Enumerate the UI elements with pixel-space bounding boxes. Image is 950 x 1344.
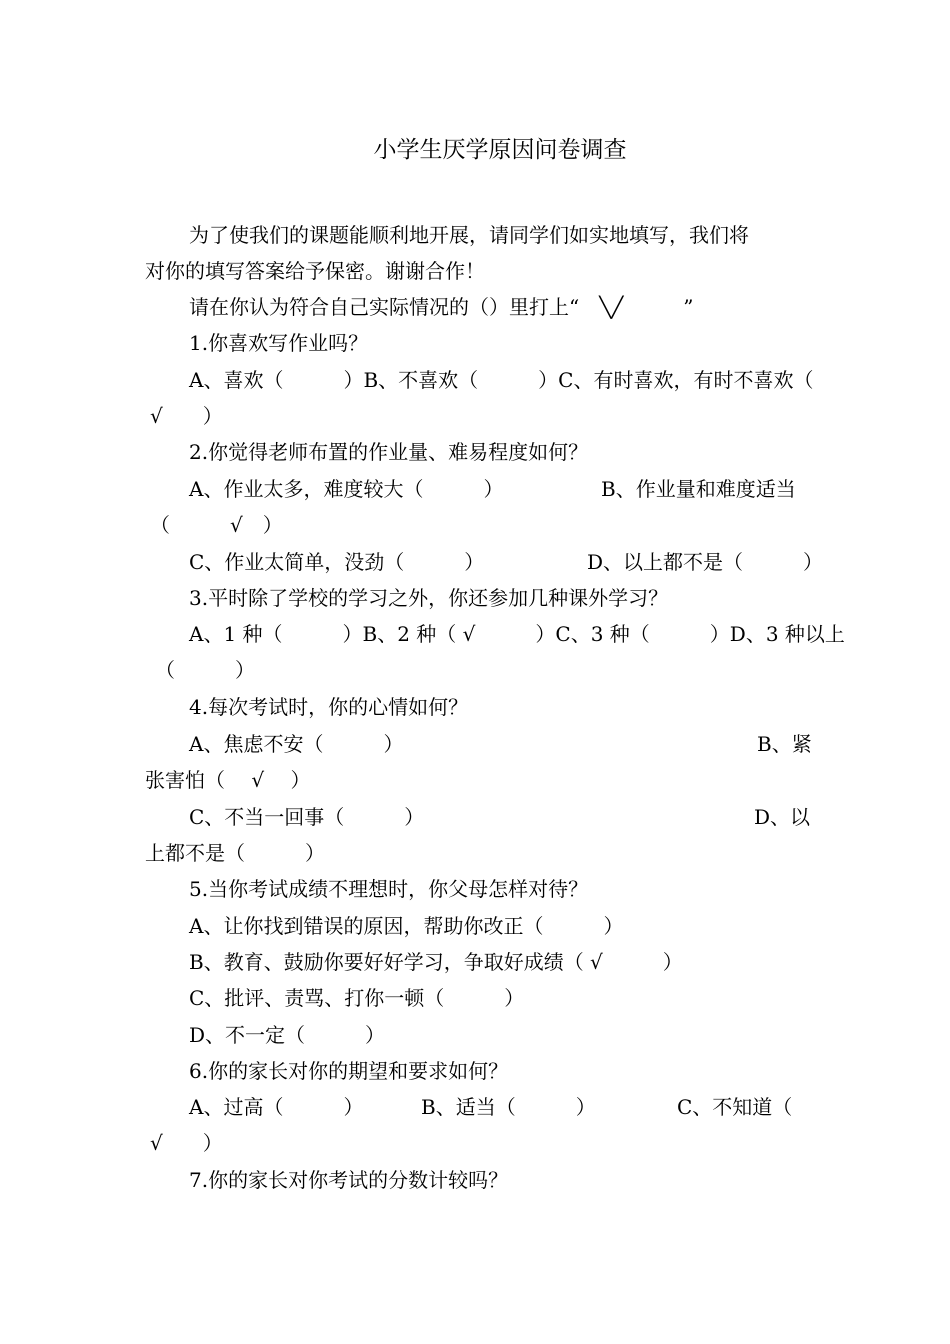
question-1: 1.你喜欢写作业吗？ (189, 331, 369, 355)
question-4: 4.每次考试时，你的心情如何？ (189, 695, 469, 719)
question-4-option-b-head: B、紧 (757, 732, 812, 756)
question-5-option-b: B、教育、鼓励你要好好学习，争取好成绩（ √ ） (189, 950, 683, 974)
page-title: 小学生厌学原因问卷调查 (373, 137, 627, 163)
question-3-options-cont: （ ） (155, 658, 255, 682)
question-6-row-1 (189, 1089, 829, 1125)
question-2-row-1 (189, 471, 869, 507)
question-1-options: A、喜欢（ ）B、不喜欢（ ）C、有时喜欢，有时不喜欢（ (189, 368, 814, 392)
question-4-option-a: A、焦虑不安（ ） (189, 732, 404, 756)
question-4-option-c: C、不当一回事（ ） (189, 805, 425, 829)
question-4-option-d-head: D、以 (754, 805, 811, 829)
question-3: 3.平时除了学校的学习之外，你还参加几种课外学习？ (189, 586, 669, 610)
question-4-row-2 (189, 799, 809, 835)
question-5-option-d: D、不一定（ ） (189, 1023, 386, 1047)
question-6: 6.你的家长对你的期望和要求如何？ (189, 1059, 509, 1083)
question-2-option-c: C、作业太简单，没劲（ ） (189, 550, 485, 574)
intro-line-2: 对你的填写答案给予保密。谢谢合作！ (145, 259, 485, 283)
question-2-option-a: A、作业太多，难度较大（ ） (189, 477, 504, 501)
question-5-option-a: A、让你找到错误的原因，帮助你改正（ ） (189, 914, 624, 938)
question-2-option-b-cont: （ √ ） (150, 513, 283, 537)
question-2-option-d: D、以上都不是（ ） (587, 550, 824, 574)
question-2-option-b: B、作业量和难度适当 (601, 477, 796, 501)
intro-line-1: 为了使我们的课题能顺利地开展，请同学们如实地填写，我们将 (189, 223, 749, 247)
question-6-option-c: C、不知道（ (677, 1095, 793, 1119)
question-6-option-a: A、过高（ ） (189, 1095, 364, 1119)
question-5-option-c: C、批评、责骂、打你一顿（ ） (189, 986, 525, 1010)
instruction-line: 请在你认为符合自己实际情况的（）里打上“ ╲╱ ” (189, 295, 694, 319)
question-4-row-1 (189, 726, 812, 762)
question-2: 2.你觉得老师布置的作业量、难易程度如何？ (189, 440, 589, 464)
question-4-option-b-tail: 张害怕（ √ ） (145, 768, 311, 792)
question-5: 5.当你考试成绩不理想时，你父母怎样对待？ (189, 877, 589, 901)
question-1-options-cont: √ ） (150, 404, 223, 428)
question-3-options: A、1 种（ ）B、2 种（ √ ）C、3 种（ ）D、3 种以上 (189, 622, 845, 646)
question-7: 7.你的家长对你考试的分数计较吗？ (189, 1168, 509, 1192)
question-6-option-c-cont: √ ） (150, 1131, 223, 1155)
question-6-option-b: B、适当（ ） (421, 1095, 596, 1119)
question-2-row-2 (189, 544, 869, 580)
question-4-option-d-tail: 上都不是（ ） (145, 841, 325, 865)
